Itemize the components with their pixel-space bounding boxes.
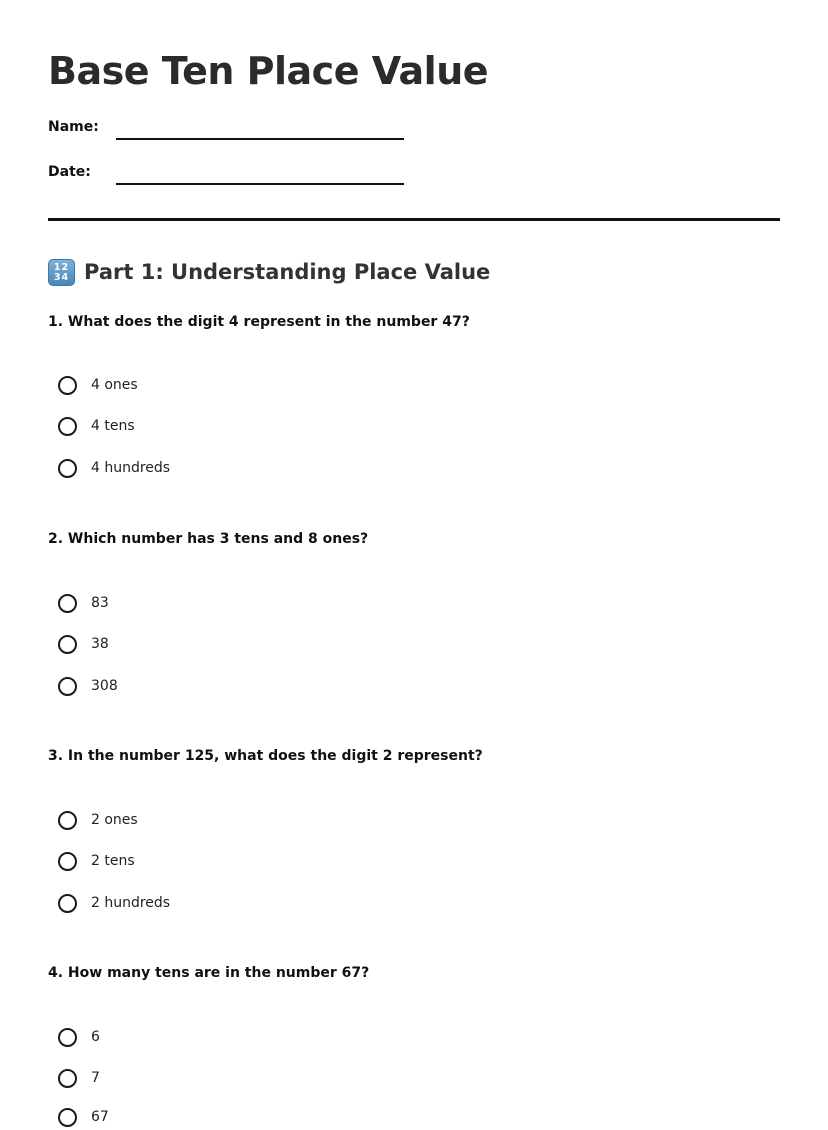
- question-text: 3. In the number 125, what does the digit 2 represent?: [48, 748, 483, 764]
- option-2c[interactable]: [58, 673, 118, 699]
- option-2a[interactable]: [58, 590, 109, 616]
- radio-button[interactable]: [58, 852, 77, 871]
- option-label: 2 ones: [91, 812, 138, 828]
- radio-button[interactable]: [58, 677, 77, 696]
- name-blank-line[interactable]: [116, 138, 404, 140]
- option-label: 38: [91, 636, 109, 652]
- section-title: Part 1: Understanding Place Value: [84, 260, 491, 284]
- radio-button[interactable]: [58, 1108, 77, 1127]
- option-label: 2 hundreds: [91, 895, 171, 911]
- question-text: 1. What does the digit 4 represent in the number 47?: [48, 314, 470, 330]
- radio-button[interactable]: [58, 594, 77, 613]
- input-numbers-icon: 12 34: [48, 259, 75, 286]
- radio-button[interactable]: [58, 459, 77, 478]
- radio-button[interactable]: [58, 376, 77, 395]
- name-label: Name:: [48, 119, 99, 135]
- option-label: 7: [91, 1070, 100, 1086]
- option-label: 308: [91, 678, 118, 694]
- page-title: Base Ten Place Value: [48, 49, 489, 93]
- option-3a[interactable]: [58, 807, 138, 833]
- question-text: 4. How many tens are in the number 67?: [48, 965, 370, 981]
- option-2b[interactable]: [58, 631, 109, 657]
- option-1b[interactable]: [58, 413, 135, 439]
- option-label: 67: [91, 1109, 109, 1125]
- option-label: 83: [91, 595, 109, 611]
- option-1a[interactable]: [58, 372, 138, 398]
- section-heading: [48, 257, 490, 287]
- date-blank-line[interactable]: [116, 183, 404, 185]
- question-text: 2. Which number has 3 tens and 8 ones?: [48, 531, 369, 547]
- radio-button[interactable]: [58, 635, 77, 654]
- option-label: 4 tens: [91, 418, 135, 434]
- header-divider: [48, 218, 780, 221]
- radio-button[interactable]: [58, 1069, 77, 1088]
- option-label: 4 hundreds: [91, 460, 171, 476]
- date-label: Date:: [48, 164, 91, 180]
- option-4b[interactable]: [58, 1065, 100, 1091]
- name-field: [48, 118, 408, 142]
- option-label: 4 ones: [91, 377, 138, 393]
- radio-button[interactable]: [58, 1028, 77, 1047]
- option-4c[interactable]: [58, 1104, 109, 1130]
- radio-button[interactable]: [58, 811, 77, 830]
- option-1c[interactable]: [58, 455, 170, 481]
- option-label: 2 tens: [91, 853, 135, 869]
- option-4a[interactable]: [58, 1024, 100, 1050]
- option-3c[interactable]: [58, 890, 170, 916]
- radio-button[interactable]: [58, 417, 77, 436]
- date-field: [48, 163, 408, 187]
- option-label: 6: [91, 1029, 100, 1045]
- option-3b[interactable]: [58, 848, 135, 874]
- radio-button[interactable]: [58, 894, 77, 913]
